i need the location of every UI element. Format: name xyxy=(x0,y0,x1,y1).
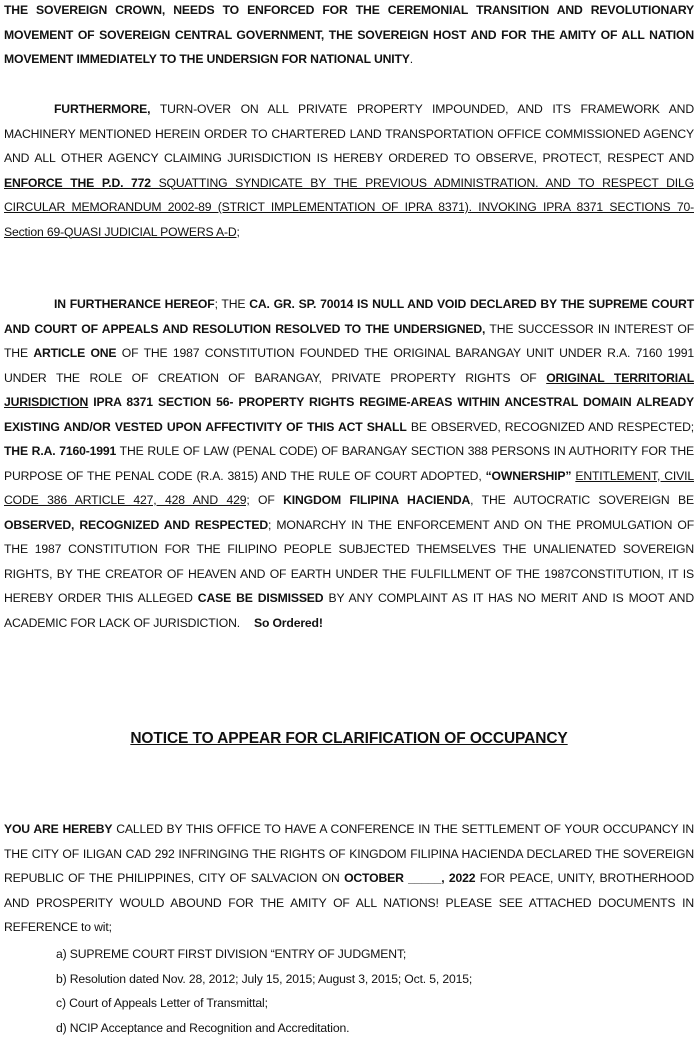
sovereign-crown-period: . xyxy=(409,52,414,66)
squatting-syndicate-text: SQUATTING SYNDICATE BY THE PREVIOUS ADMINISTRATION. AND TO RESPECT DILG CIRCULAR MEMORANDUM 2002-89 (STRICT IMPLEMENTATION OF IPRA 8371). INVOKING IPRA 8371 SECTIONS 70- Section 69-QUASI JUDICIAL POWERS A-D; xyxy=(4,175,694,239)
so-ordered: So Ordered! xyxy=(253,615,323,630)
kingdom-filipina-hacienda: KINGDOM FILIPINA HACIENDA xyxy=(283,493,471,507)
notice-title: NOTICE TO APPEAR FOR CLARIFICATION OF OCCUPANCY xyxy=(130,730,568,747)
enforce-pd-772: ENFORCE THE P.D. 772 xyxy=(4,175,151,190)
original-territorial-jurisdiction: ORIGINAL TERRITORIAL JURISDICTION xyxy=(4,370,694,409)
text-run: CALLED BY THIS OFFICE TO HAVE A CONFERENCE IN THE SETTLEMENT OF YOUR OCCUPANCY IN THE CITY OF ILIGAN CAD 292 INFRINGING THE RIGHTS OF KINGDOM FILIPINA HACIENDA DECLARED THE SOVEREIGN REPUBLIC OF THE PHILIPPINES, CITY OF SALVACION ON xyxy=(4,822,694,885)
sovereign-crown-statement: THE SOVEREIGN CROWN, NEEDS TO ENFORCED FOR THE CEREMONIAL TRANSITION AND REVOLUTIONARY MOVEMENT OF SOVEREIGN CENTRAL GOVERNMENT, THE SOVEREIGN HOST AND FOR THE AMITY OF ALL NATION MOVEMENT IMMEDIATELY TO THE UNDERSIGN FOR NATIONAL UNITY xyxy=(4,3,694,66)
case-be-dismissed: CASE BE DISMISSED xyxy=(197,591,324,605)
you-are-hereby-lead: YOU ARE HEREBY xyxy=(4,822,113,836)
civil-code-entitlement: ENTITLEMENT, CIVIL CODE 386 ARTICLE 427, 428 AND 429; xyxy=(4,468,695,507)
text-run: FOR PEACE, UNITY, BROTHERHOOD AND PROSPERITY WOULD ABOUND FOR THE AMITY OF ALL NATIONS! PLEASE SEE ATTACHED DOCUMENTS IN REFERENCE to wit; xyxy=(4,871,694,934)
ca-gr-sp-statement: CA. GR. SP. 70014 IS NULL AND VOID DECLARED BY THE SUPREME COURT AND COURT OF APPEALS AND RESOLUTION RESOLVED TO THE UNDERSIGNED, xyxy=(4,297,694,336)
text-run: OF xyxy=(249,493,284,507)
text-run: BY ANY COMPLAINT AS IT HAS NO MERIT AND IS MOOT AND ACADEMIC FOR LACK OF JURISDICTION. xyxy=(4,591,694,630)
text-run: ; THE xyxy=(214,297,250,311)
ra-7160: THE R.A. 7160-1991 xyxy=(4,444,117,458)
in-furtherance-lead: IN FURTHERANCE HEREOF xyxy=(54,297,215,311)
paragraph-in-furtherance xyxy=(4,292,694,635)
list-item: a) SUPREME COURT FIRST DIVISION “ENTRY OF JUDGMENT; xyxy=(56,947,407,961)
paragraph-sovereign-crown xyxy=(4,0,694,72)
list-item: b) Resolution dated Nov. 28, 2012; July 15, 2015; August 3, 2015; Oct. 5, 2015; xyxy=(56,971,473,986)
text-run: OF THE 1987 CONSTITUTION FOUNDED THE ORIGINAL BARANGAY UNIT UNDER R.A. 7160 1991 UNDER THE ROLE OF CREATION OF BARANGAY, PRIVATE PROPERTY RIGHTS OF xyxy=(4,346,694,385)
ipra-section-56: IPRA 8371 SECTION 56- PROPERTY RIGHTS REGIME-AREAS WITHIN ANCESTRAL DOMAIN ALREADY EXISTING AND/OR VESTED UPON AFFECTIVITY OF THIS ACT SHALL xyxy=(4,395,694,434)
text-run: , THE AUTOCRATIC SOVEREIGN BE xyxy=(470,493,694,507)
furthermore-lead: FURTHERMORE, xyxy=(54,102,151,116)
observed-recognized-respected: OBSERVED, RECOGNIZED AND RESPECTED xyxy=(4,517,269,532)
ownership-term: “OWNERSHIP” xyxy=(485,468,572,483)
attachments-list xyxy=(56,942,676,1040)
text-run: THE SUCCESSOR IN INTEREST OF THE xyxy=(4,321,694,360)
article-one: ARTICLE ONE xyxy=(33,346,117,360)
furthermore-text: TURN-OVER ON ALL PRIVATE PROPERTY IMPOUNDED, AND ITS FRAMEWORK AND MACHINERY MENTIONED HEREIN ORDER TO CHARTERED LAND TRANSPORTATION OFFICE COMMISSIONED AGENCY AND ALL OTHER AGENCY CLAIMING JURISDICTION IS HEREBY ORDERED TO OBSERVE, PROTECT, RESPECT AND xyxy=(4,102,694,165)
list-item: d) NCIP Acceptance and Recognition and Accreditation. xyxy=(56,1020,350,1035)
list-item: c) Court of Appeals Letter of Transmittal; xyxy=(56,996,268,1010)
text-run: ; MONARCHY IN THE ENFORCEMENT AND ON THE PROMULGATION OF THE 1987 CONSTITUTION FOR THE FILIPINO PEOPLE SUBJECTED THEMSELVES THE UNALIENATED SOVEREIGN RIGHTS, BY THE CREATOR OF HEAVEN AND OF EARTH UNDER THE FULFILLMENT OF THE 1987CONSTITUTION, IT IS HEREBY ORDER THIS ALLEGED xyxy=(4,517,695,605)
paragraph-furthermore xyxy=(4,97,694,244)
conference-date: OCTOBER _____, 2022 xyxy=(344,871,476,885)
text-run: THE RULE OF LAW (PENAL CODE) OF BARANGAY SECTION 388 PERSONS IN AUTHORITY FOR THE PURPOSE OF THE PENAL CODE (R.A. 3815) AND THE RULE OF COURT ADOPTED, xyxy=(4,444,694,483)
paragraph-you-are-hereby xyxy=(4,817,694,940)
text-run: BE OBSERVED, RECOGNIZED AND RESPECTED; xyxy=(406,419,694,434)
